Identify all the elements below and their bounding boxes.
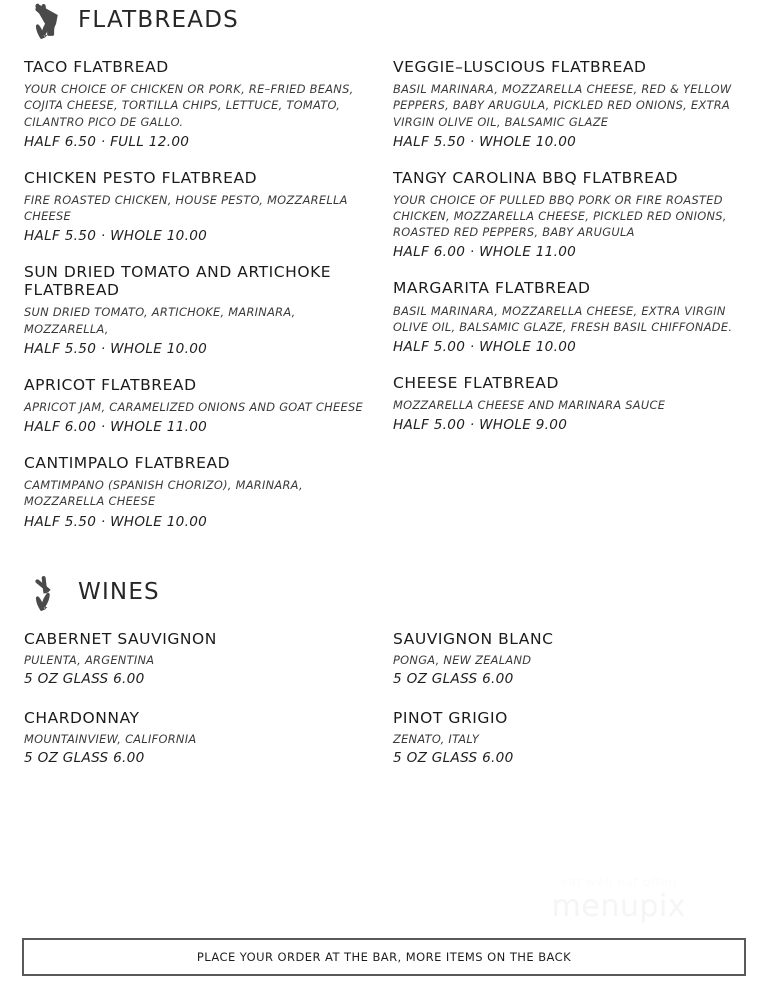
wine-origin: PONGA, NEW ZEALAND (393, 652, 532, 667)
watermark-name: menupix (551, 889, 686, 924)
item-name: VEGGIE–LUSCIOUS FLATBREAD (393, 58, 647, 76)
item-name: CHEESE FLATBREAD (393, 373, 559, 392)
footer-note: PLACE YOUR ORDER AT THE BAR, MORE ITEMS ON THE BACK (196, 950, 572, 964)
item-description: MOZZARELLA CHEESE AND MARINARA SAUCE (393, 398, 666, 412)
menu-item (393, 169, 744, 261)
section-wines (24, 572, 744, 788)
crossed-paddles-icon (24, 572, 64, 612)
item-price: HALF 5.00 · WHOLE 10.00 (393, 338, 577, 355)
item-description: SUN DRIED TOMATO, ARTICHOKE, MARINARA, MOZZARELLA, (24, 305, 296, 336)
wine-item (24, 709, 384, 766)
item-description: BASIL MARINARA, MOZZARELLA CHEESE, EXTRA VIRGIN OLIVE OIL, BALSAMIC GLAZE, FRESH BASIL CHIFFONADE. (393, 303, 733, 334)
item-price: HALF 5.00 · WHOLE 9.00 (393, 417, 568, 434)
item-description: CAMTIMPANO (SPANISH CHORIZO), MARINARA, MOZZARELLA CHEESE (24, 478, 303, 509)
item-description: FIRE ROASTED CHICKEN, HOUSE PESTO, MOZZARELLA CHEESE (24, 192, 348, 223)
wine-price: 5 OZ GLASS 6.00 (24, 670, 145, 687)
wine-origin: PULENTA, ARGENTINA (24, 652, 155, 667)
item-name: APRICOT FLATBREAD (24, 375, 197, 394)
section-header-flatbreads (24, 0, 744, 40)
wine-origin: MOUNTAINVIEW, CALIFORNIA (24, 731, 197, 746)
item-name: TANGY CAROLINA BBQ FLATBREAD (393, 168, 679, 187)
wine-name: CHARDONNAY (24, 708, 140, 727)
wine-origin: ZENATO, ITALY (393, 731, 480, 746)
menu-item (24, 169, 384, 245)
wines-right-column (384, 630, 744, 788)
item-name: TACO FLATBREAD (24, 58, 169, 76)
wine-name: PINOT GRIGIO (393, 708, 508, 727)
flatbreads-left-column (24, 58, 384, 530)
wine-item (393, 709, 744, 766)
wine-item (24, 630, 384, 687)
wine-name: CABERNET SAUVIGNON (24, 629, 217, 648)
item-price: HALF 5.50 · WHOLE 10.00 (393, 133, 577, 150)
item-price: HALF 5.50 · WHOLE 10.00 (24, 228, 208, 245)
item-description: YOUR CHOICE OF CHICKEN OR PORK, RE–FRIED BEANS, COJITA CHEESE, TORTILLA CHIPS, LETTUCE, TOMATO, CILANTRO PICO DE GALLO. (24, 82, 354, 129)
section-header-wines (24, 572, 744, 612)
wine-name: SAUVIGNON BLANC (393, 629, 554, 648)
wines-columns (24, 630, 744, 788)
menu-item (24, 263, 384, 357)
footer-banner (22, 938, 746, 976)
item-price: HALF 6.50 · FULL 12.00 (24, 133, 190, 150)
item-name: MARGARITA FLATBREAD (393, 279, 591, 298)
watermark-tagline: eat well eat often (560, 875, 677, 889)
item-description: BASIL MARINARA, MOZZARELLA CHEESE, RED & YELLOW PEPPERS, BABY ARUGULA, PICKLED RED ONIONS, EXTRA VIRGIN OLIVE OIL, BALSAMIC GLAZE (393, 82, 732, 129)
menu-item (393, 279, 744, 355)
flatbreads-right-column (384, 58, 744, 530)
item-price: HALF 5.50 · WHOLE 10.00 (24, 513, 208, 530)
wine-item (393, 630, 744, 687)
wine-price: 5 OZ GLASS 6.00 (393, 670, 514, 687)
wine-price: 5 OZ GLASS 6.00 (24, 749, 145, 766)
menu-item (24, 58, 384, 150)
item-name: SUN DRIED TOMATO AND ARTICHOKE FLATBREAD (24, 263, 332, 300)
wine-price: 5 OZ GLASS 6.00 (393, 749, 514, 766)
item-price: HALF 6.00 · WHOLE 11.00 (393, 244, 577, 261)
section-flatbreads (24, 0, 744, 530)
section-title-flatbreads: FLATBREADS (78, 6, 239, 34)
item-price: HALF 6.00 · WHOLE 11.00 (24, 419, 208, 436)
menu-item (24, 376, 384, 435)
item-price: HALF 5.50 · WHOLE 10.00 (24, 340, 208, 357)
crossed-paddles-icon (24, 0, 64, 40)
menu-item (393, 374, 744, 433)
menu-item (24, 454, 384, 530)
watermark (552, 876, 686, 922)
item-description: APRICOT JAM, CARAMELIZED ONIONS AND GOAT CHEESE (24, 399, 363, 414)
wines-left-column (24, 630, 384, 788)
item-description: YOUR CHOICE OF PULLED BBQ PORK OR FIRE ROASTED CHICKEN, MOZZARELLA CHEESE, PICKLED RED ONIONS, ROASTED RED PEPPERS, BABY ARUGULA (393, 192, 727, 240)
flatbreads-columns (24, 58, 744, 530)
item-name: CHICKEN PESTO FLATBREAD (24, 168, 258, 187)
section-title-wines: WINES (78, 578, 160, 605)
menu-item (393, 58, 744, 150)
item-name: CANTIMPALO FLATBREAD (24, 454, 231, 473)
